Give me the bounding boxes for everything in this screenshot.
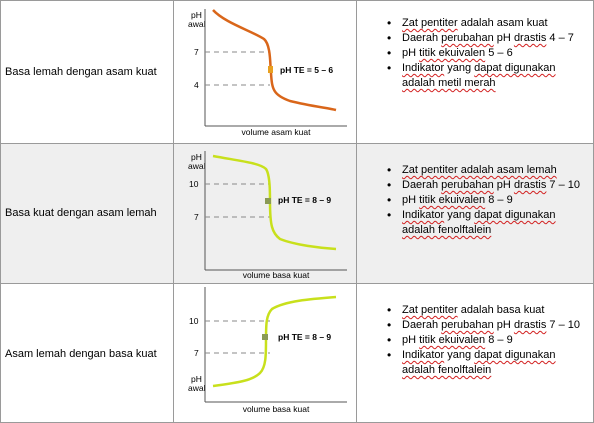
bullet-text: pH bbox=[493, 179, 514, 191]
bullet-text: dapat digunakan adalah fenolftalein bbox=[402, 209, 556, 236]
bullet-item bbox=[378, 46, 590, 61]
bullet-text: yang bbox=[444, 349, 475, 361]
y-tick-label: 7 bbox=[194, 212, 199, 222]
bullet-text: Daerah bbox=[402, 319, 442, 331]
table-border bbox=[0, 0, 1, 423]
equivalence-point-marker bbox=[265, 198, 271, 204]
y-tick-label: 10 bbox=[189, 179, 199, 189]
equivalence-point-label: pH TE = 8 – 9 bbox=[278, 195, 332, 205]
bullet-text: Indikator bbox=[402, 209, 445, 221]
bullet-item bbox=[378, 178, 590, 193]
equivalence-point-label: pH TE = 8 – 9 bbox=[278, 332, 332, 342]
bullet-item bbox=[378, 333, 590, 348]
y-label-line: awal bbox=[188, 19, 206, 29]
bullet-text: 8 – 9 bbox=[485, 194, 513, 206]
y-axis-label-ph bbox=[188, 152, 206, 171]
y-axis-label-ph bbox=[188, 374, 206, 393]
y-tick-label: 10 bbox=[189, 316, 199, 326]
bullet-item bbox=[378, 31, 590, 46]
row-label: Basa kuat dengan asam lemah bbox=[5, 207, 157, 219]
bullet-text: dapat digunakan adalah metil merah bbox=[402, 62, 556, 89]
titration-curve-chart bbox=[180, 147, 352, 279]
bullet-text: 7 – 10 bbox=[546, 319, 580, 331]
bullet-item bbox=[378, 303, 590, 318]
bullet-text: adalah asam kuat bbox=[457, 17, 548, 29]
bullet-text: drastis bbox=[513, 319, 547, 331]
y-tick-label: 7 bbox=[194, 47, 199, 57]
row-label: Basa lemah dengan asam kuat bbox=[5, 66, 157, 78]
y-label-line: awal bbox=[188, 161, 206, 171]
bullet-item bbox=[378, 348, 590, 378]
y-tick-label: 4 bbox=[194, 80, 199, 90]
bullet-text: Daerah bbox=[402, 32, 442, 44]
column-divider bbox=[356, 0, 357, 423]
bullet-item bbox=[378, 193, 590, 208]
bullet-item bbox=[378, 318, 590, 333]
bullet-item bbox=[378, 163, 590, 178]
y-label-line: awal bbox=[188, 383, 206, 393]
equivalence-point-label: pH TE = 5 – 6 bbox=[280, 65, 334, 75]
bullet-text: pH bbox=[493, 32, 514, 44]
bullet-text: dapat digunakan adalah fenolftalein bbox=[402, 349, 556, 376]
bullet-text: pH bbox=[493, 319, 514, 331]
bullet-text: titik ekuivalen bbox=[419, 334, 486, 346]
bullet-text: 4 – 7 bbox=[546, 32, 574, 44]
bullet-text: Zat pentiter bbox=[402, 17, 458, 29]
row-label: Asam lemah dengan basa kuat bbox=[5, 348, 157, 360]
bullet-list bbox=[378, 16, 590, 91]
bullet-text: Daerah bbox=[402, 179, 442, 191]
bullet-text: pH bbox=[402, 334, 420, 346]
bullet-text: perubahan bbox=[441, 319, 494, 331]
y-label-line: pH bbox=[191, 152, 202, 162]
bullet-text: perubahan bbox=[441, 32, 494, 44]
bullet-text: Zat pentiter bbox=[402, 304, 458, 316]
bullet-text: yang bbox=[444, 62, 475, 74]
bullet-text: titik ekuivalen bbox=[419, 47, 486, 59]
bullet-item bbox=[378, 208, 590, 238]
y-tick-label: 7 bbox=[194, 348, 199, 358]
bullet-text: drastis bbox=[513, 32, 547, 44]
bullet-text: adalah basa kuat bbox=[457, 304, 545, 316]
bullet-list bbox=[378, 163, 590, 238]
bullet-item bbox=[378, 61, 590, 91]
x-axis-label: volume basa kuat bbox=[242, 404, 310, 414]
titration-curve bbox=[213, 10, 336, 110]
bullet-item bbox=[378, 16, 590, 31]
column-divider bbox=[173, 0, 174, 423]
bullet-text: 8 – 9 bbox=[485, 334, 513, 346]
bullet-text: Indikator bbox=[402, 349, 445, 361]
bullet-text: 7 – 10 bbox=[546, 179, 580, 191]
x-axis-label: volume basa kuat bbox=[242, 270, 310, 279]
y-axis-label-ph bbox=[188, 10, 206, 29]
bullet-text: perubahan bbox=[441, 179, 494, 191]
titration-curve-chart bbox=[180, 5, 352, 137]
equivalence-point-marker bbox=[268, 66, 273, 73]
bullet-list bbox=[378, 303, 590, 378]
titration-curve-chart bbox=[180, 285, 352, 417]
bullet-text: titik ekuivalen bbox=[419, 194, 486, 206]
bullet-text: pH bbox=[402, 194, 420, 206]
y-label-line: pH bbox=[191, 374, 202, 384]
x-axis-label: volume asam kuat bbox=[241, 127, 311, 137]
bullet-text: 5 – 6 bbox=[485, 47, 513, 59]
equivalence-point-marker bbox=[262, 334, 268, 340]
bullet-text: drastis bbox=[513, 179, 547, 191]
bullet-text: Zat pentiter adalah asam lemah bbox=[402, 164, 557, 176]
bullet-text: pH bbox=[402, 47, 420, 59]
bullet-text: yang bbox=[444, 209, 475, 221]
y-label-line: pH bbox=[191, 10, 202, 20]
bullet-text: Indikator bbox=[402, 62, 445, 74]
